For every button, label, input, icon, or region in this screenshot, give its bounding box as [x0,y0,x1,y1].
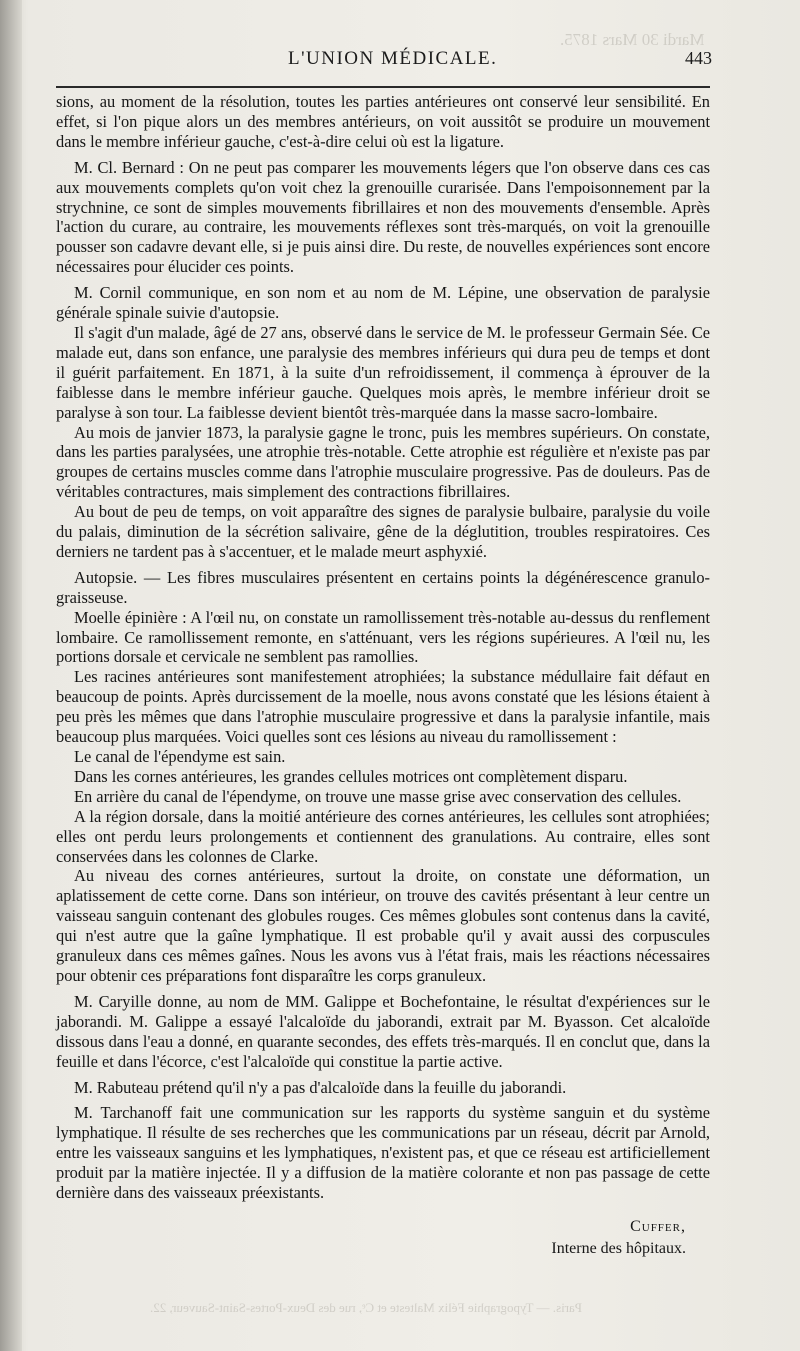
paragraph: sions, au moment de la résolution, toutes les parties antérieures ont conservé leur sensibilité. En effet, si l'on pique alors un des membres antérieurs, on voit aussitôt se produire un mouvement dans le membre inférieur gauche, c'est-à-dire celui où est la ligature. [56,92,710,151]
paragraph: Au bout de peu de temps, on voit apparaître des signes de paralysie bulbaire, paralysie du voile du palais, diminution de la sécrétion salivaire, gêne de la déglutition, troubles respiratoires. Ces derniers ne tardent pas à s'accentuer, et le malade meurt asphyxié. [56,502,710,561]
paragraph-autopsie: Autopsie. — Les fibres musculaires présentent en certains points la dégénérescence granulo-graisseuse. [56,567,710,607]
bleed-through-top: Mardi 30 Mars 1875. [560,30,705,49]
article-body [56,92,710,1203]
bleed-through-bottom: Paris. — Typographie Félix Malteste et Cᵉ, rue des Deux-Portes-Saint-Sauveur, 22. [150,1300,583,1315]
page-header [60,48,720,78]
paragraph-bernard: M. Cl. Bernard : On ne peut pas comparer les mouvements légers que l'on observe dans ces cas aux mouvements complets qu'on voit chez la grenouille curarisée. Dans l'empoisonnement par la strychnine, ce sont de simples mouvements fibrillaires et non des mouvements d'ensemble. Après l'action du curare, au contraire, les mouvements réflexes sont très-marqués, on voit la grenouille pousser son cadavre devant elle, si je puis ainsi dire. Du reste, de nouvelles expériences sont encore nécessaires pour élucider ces points. [56,157,710,277]
paragraph: En arrière du canal de l'épendyme, on trouve une masse grise avec conservation des cellules. [74,786,682,806]
paragraph-cornil: M. Cornil communique, en son nom et au nom de M. Lépine, une observation de paralysie générale spinale suivie d'autopsie. [56,283,710,323]
paragraph-carville: M. Caryille donne, au nom de MM. Galippe et Bochefontaine, le résultat d'expériences sur le jaborandi. M. Galippe a essayé l'alcaloïde du jaborandi, extrait par M. Byasson. Cet alcaloïde dissous dans l'eau a donné, en quarante secondes, des effets très-marqués. Il en conclut que, dans la feuille et dans l'écorce, c'est l'alcaloïde qui constitue la partie active. [56,991,710,1071]
paragraph: Les racines antérieures sont manifestement atrophiées; la substance médullaire fait défaut en beaucoup de points. Après durcissement de la moelle, nous avons constaté que les lésions étaient à peu près les mêmes que dans l'atrophie musculaire progressive et dans la paralysie infantile, mais beaucoup plus marquées. Voici quelles sont ces lésions au niveau du ramollissement : [56,667,710,747]
paragraph: A la région dorsale, dans la moitié antérieure des cornes antérieures, les cellules sont atrophiées; elles ont perdu leurs prolongements et contiennent des granulations. Au contraire, elles sont conservées dans les colonnes de Clarke. [56,806,710,866]
running-title: L'UNION MÉDICALE. [288,48,498,69]
signature-name: Cuffer, [630,1218,686,1235]
paragraph: Au mois de janvier 1873, la paralysie gagne le tronc, puis les membres supérieurs. On constate, dans les parties paralysées, une atrophie très-notable. Cette atrophie est régulière et n'existe pas par groupes de certains muscles comme dans l'atrophie musculaire progressive. Pas de douleurs. Pas de véritables contractures, mais simplement des contractions fibrillaires. [56,422,710,502]
paragraph: Dans les cornes antérieures, les grandes cellules motrices ont complètement disparu. [74,766,628,786]
binding-gutter [0,0,22,1351]
paragraph-tarchanoff: M. Tarchanoff fait une communication sur les rapports du système sanguin et du système lymphatique. Il résulte de ses recherches que les communications par un réseau, décrit par Arnold, entre les vaisseaux sanguins et les lymphatiques, n'existent pas, et que ce réseau est artificiellement produit par la matière injectée. Il y a diffusion de la matière colorante et non pas passage de cette dernière dans des vaisseaux préexistants. [56,1103,710,1203]
paragraph-rabuteau: M. Rabuteau prétend qu'il n'y a pas d'alcaloïde dans la feuille du jaborandi. [74,1077,567,1097]
paragraph: Le canal de l'épendyme est sain. [74,747,286,766]
paragraph-moelle: Moelle épinière : A l'œil nu, on constate un ramollissement très-notable au-dessus du renflement lombaire. Ce ramollissement remonte, en s'atténuant, vers les régions supérieures. A l'œil nu, les portions dorsale et cervicale ne semblent pas ramollies. [56,607,710,667]
page-number: 443 [685,48,712,68]
paragraph: Au niveau des cornes antérieures, surtout la droite, on constate une déformation, un aplatissement de cette corne. Dans son intérieur, on trouve des cavités présentant à leur centre un vaisseau sanguin contenant des globules rouges. Ces mêmes globules sont contenus dans la cavité, qui n'est autre que la gaîne lymphatique. Il est probable qu'il y avait aussi des corpuscules granuleux dans ces mêmes gaînes. Nous les avons vus à l'état frais, mais les réactions nécessaires pour obtenir ces préparations font disparaître les corps granuleux. [56,866,710,985]
signature-role: Interne des hôpitaux. [551,1240,686,1257]
paragraph: Il s'agit d'un malade, âgé de 27 ans, observé dans le service de M. le professeur Germain Sée. Ce malade eut, dans son enfance, une paralysie des membres inférieurs qui dura peu de temps et dont il guérit parfaitement. En 1871, à la suite d'un refroidissement, il commença à éprouver de la faiblesse dans le membre inférieur gauche. Quelques mois après, le membre inférieur droit se paralyse à son tour. La faiblesse devient bientôt très-marquée dans la masse sacro-lombaire. [56,322,710,422]
header-rule [56,86,710,88]
